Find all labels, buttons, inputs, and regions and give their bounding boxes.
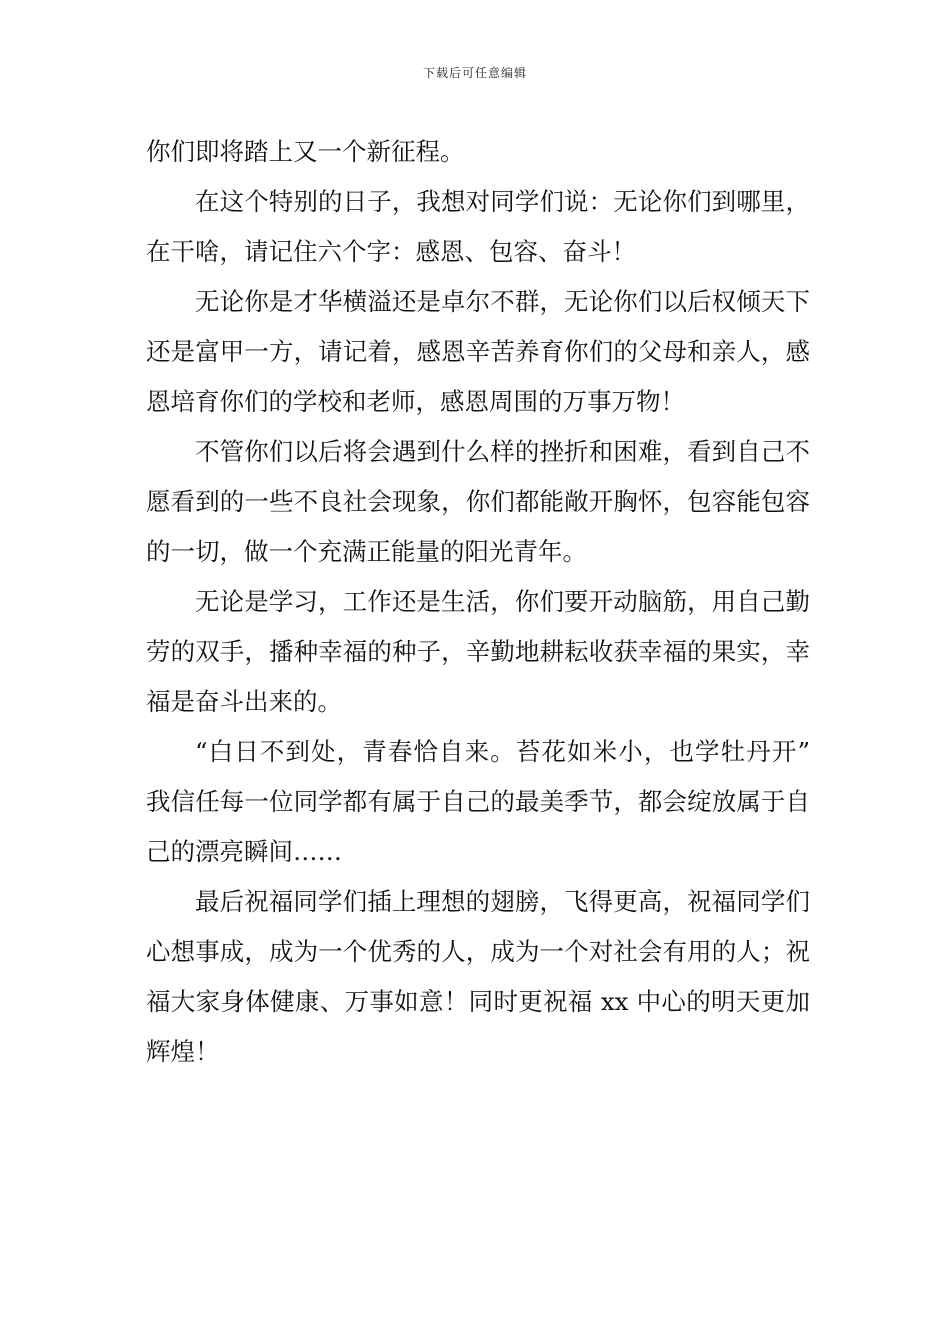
paragraph: 不管你们以后将会遇到什么样的挫折和困难，看到自己不愿看到的一些不良社会现象，你们都能敞开胸怀，包容能包容的一切，做一个充满正能量的阳光青年。	[146, 437, 810, 566]
paragraph-continued: 你们即将踏上又一个新征程。	[146, 137, 465, 166]
document-body	[146, 127, 826, 1077]
paragraph: 在这个特别的日子，我想对同学们说：无论你们到哪里，在干啥，请记住六个字：感恩、包容、奋斗！	[146, 187, 810, 266]
page-header: 下载后可任意编辑	[422, 66, 527, 80]
paragraph-quote: “白日不到处，青春恰自来。苔花如米小，也学牡丹开” 我信任每一位同学都有属于自己的最美季节，都会绽放属于自己的漂亮瞬间……	[146, 737, 826, 866]
paragraph-closing: 最后祝福同学们插上理想的翅膀，飞得更高，祝福同学们心想事成，成为一个优秀的人，成为一个对社会有用的人；祝福大家身体健康、万事如意！同时更祝福 xx 中心的明天更加辉煌！	[146, 887, 810, 1066]
paragraph: 无论你是才华横溢还是卓尔不群，无论你们以后权倾天下还是富甲一方，请记着，感恩辛苦养育你们的父母和亲人，感恩培育你们的学校和老师，感恩周围的万事万物！	[146, 287, 810, 416]
paragraph: 无论是学习，工作还是生活，你们要开动脑筋，用自己勤劳的双手，播种幸福的种子，辛勤地耕耘收获幸福的果实，幸福是奋斗出来的。	[146, 587, 810, 716]
